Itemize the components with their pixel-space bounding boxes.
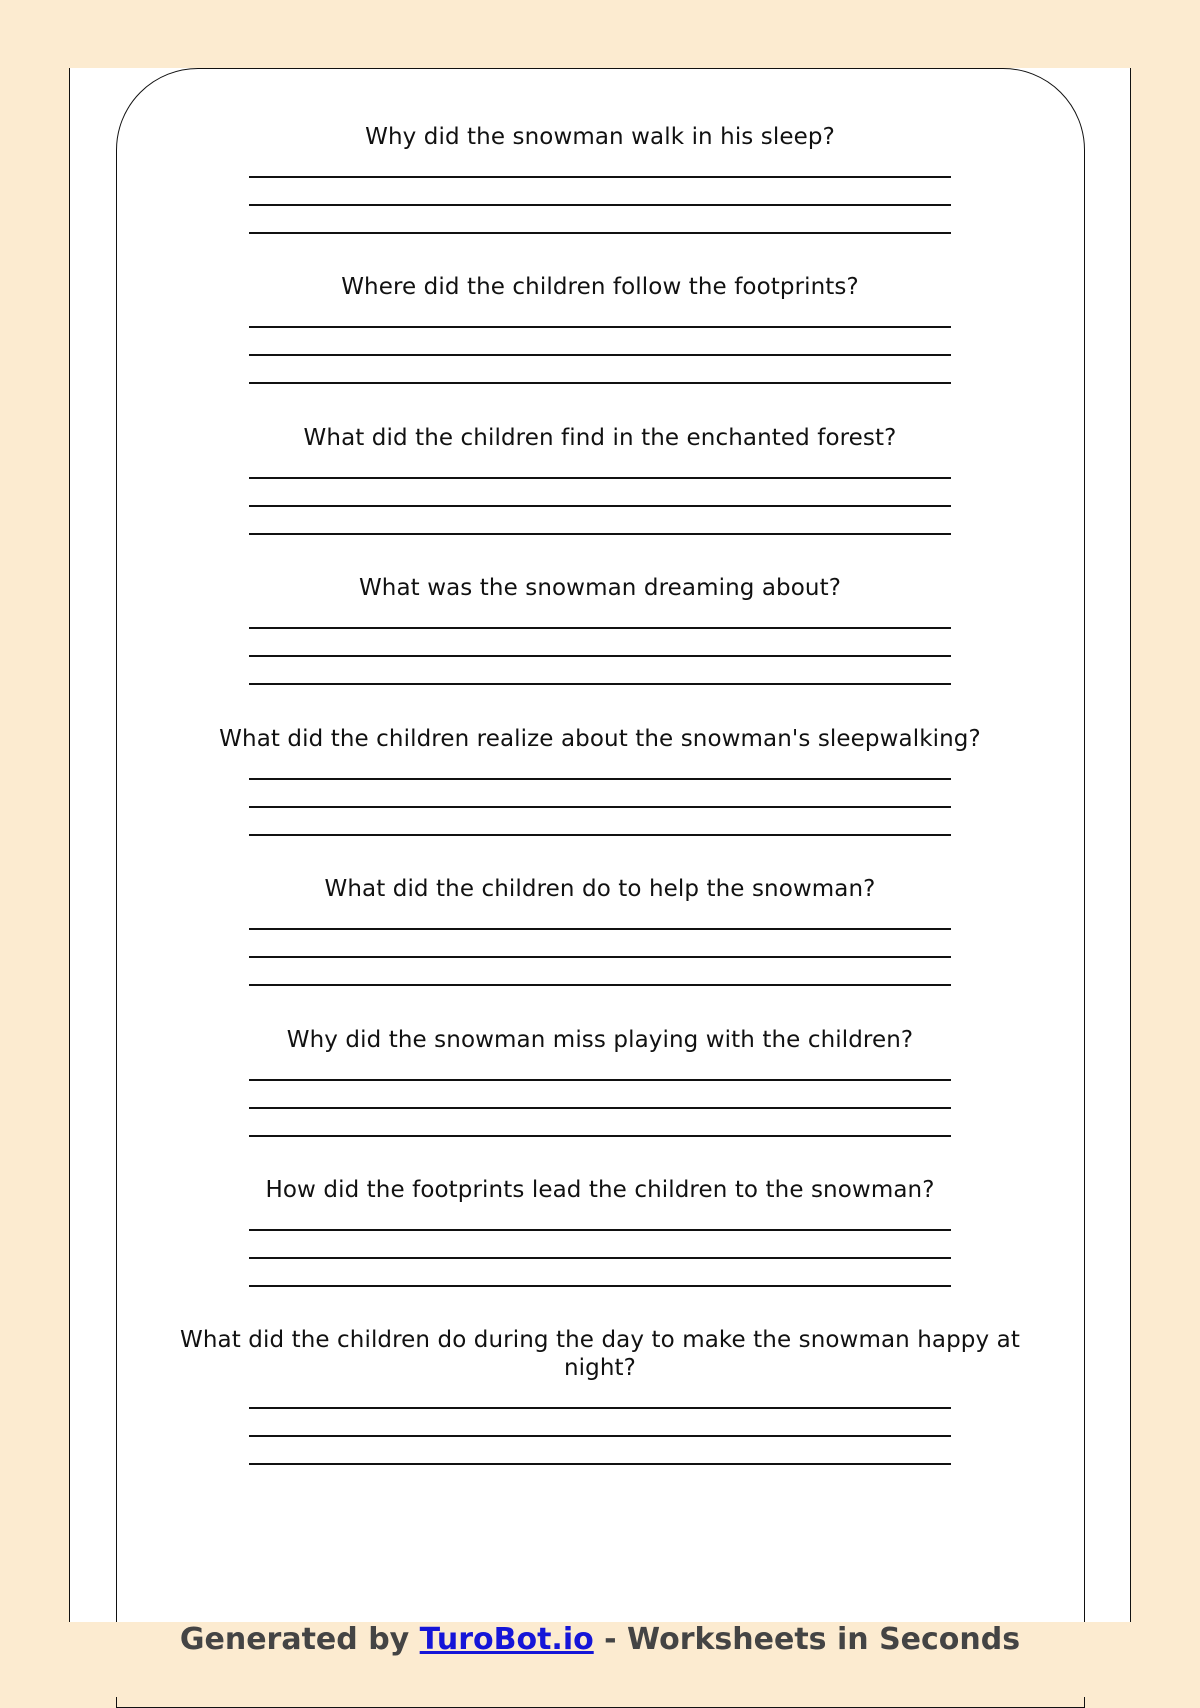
answer-line[interactable] [249,1135,951,1137]
answer-line[interactable] [249,1285,951,1287]
question-item [0,1026,1200,1137]
answer-line[interactable] [249,1079,951,1081]
answer-line[interactable] [249,1229,951,1231]
question-item [0,574,1200,685]
answer-line[interactable] [249,928,951,930]
footer-credit [0,1620,1200,1660]
answer-line[interactable] [249,984,951,986]
question-text: What was the snowman dreaming about? [358,575,842,601]
answer-line[interactable] [249,533,951,535]
question-item [0,424,1200,535]
answer-line[interactable] [249,326,951,328]
answer-line[interactable] [249,1107,951,1109]
footer-prefix: Generated by [179,1622,420,1657]
answer-line[interactable] [249,382,951,384]
answer-line[interactable] [249,204,951,206]
answer-line[interactable] [249,354,951,356]
answer-line[interactable] [249,627,951,629]
answer-line[interactable] [249,232,951,234]
question-text: What did the children do during the day to make the snowman happy at night? [180,1327,1020,1381]
question-item [0,123,1200,234]
question-item [0,1176,1200,1287]
question-text: What did the children realize about the snowman's sleepwalking? [219,726,981,752]
answer-line[interactable] [249,655,951,657]
answer-line[interactable] [249,806,951,808]
answer-line[interactable] [249,1407,951,1409]
answer-line[interactable] [249,176,951,178]
answer-line[interactable] [249,505,951,507]
question-text: How did the footprints lead the children to the snowman? [265,1177,935,1203]
question-item [0,1326,1200,1465]
question-text: What did the children do to help the snowman? [324,876,876,902]
question-text: Where did the children follow the footprints? [341,274,859,300]
question-text: What did the children find in the enchanted forest? [303,425,897,451]
answer-line[interactable] [249,1257,951,1259]
question-text: Why did the snowman miss playing with the children? [286,1027,914,1053]
answer-line[interactable] [249,834,951,836]
question-text: Why did the snowman walk in his sleep? [365,124,835,150]
answer-line[interactable] [249,778,951,780]
question-item [0,875,1200,986]
question-item [0,725,1200,836]
answer-line[interactable] [249,1463,951,1465]
answer-line[interactable] [249,1435,951,1437]
answer-line[interactable] [249,683,951,685]
question-item [0,273,1200,384]
answer-line[interactable] [249,477,951,479]
turobot-link[interactable]: TuroBot.io [419,1622,594,1657]
footer-suffix: - Worksheets in Seconds [593,1622,1021,1657]
answer-line[interactable] [249,956,951,958]
